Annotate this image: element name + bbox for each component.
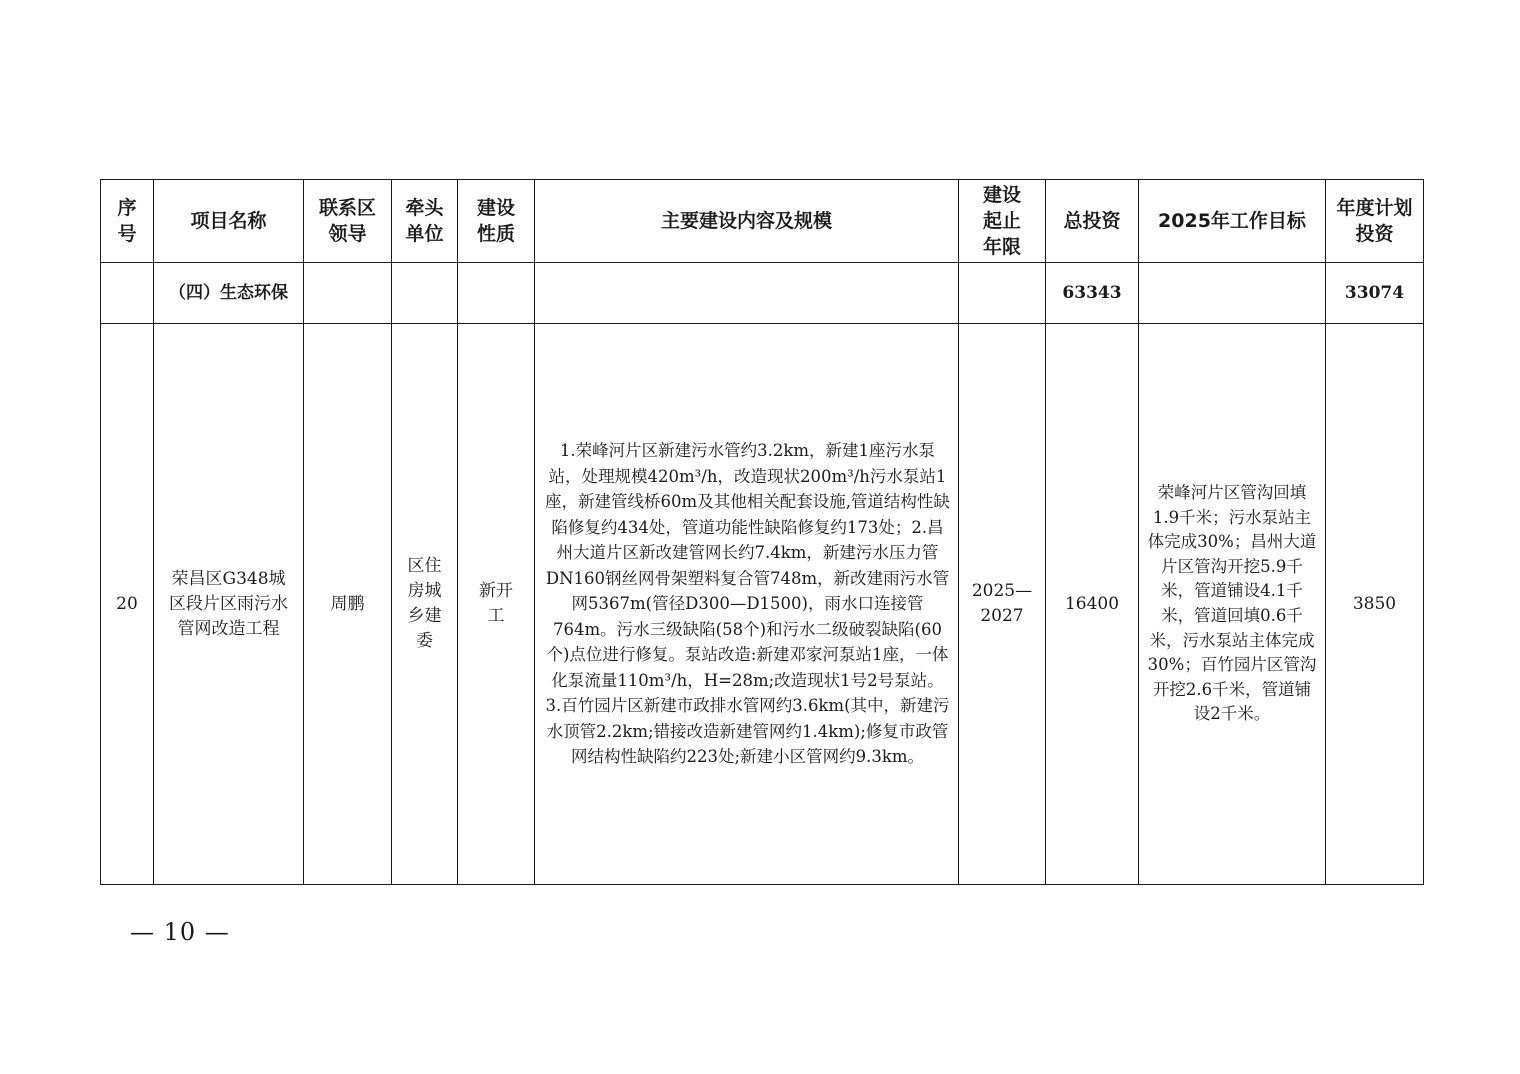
category-unit-cell: [392, 263, 458, 324]
table-row: [101, 324, 1424, 885]
header-goal: 2025年工作目标: [1139, 180, 1326, 263]
header-period: 建设起止年限: [959, 180, 1046, 263]
category-content-cell: [535, 263, 959, 324]
page-number: — 10 —: [130, 918, 230, 946]
category-annual-investment: 33074: [1326, 263, 1424, 324]
header-project-name: 项目名称: [154, 180, 304, 263]
row-leader: 周鹏: [304, 324, 392, 885]
row-annual-investment: 3850: [1326, 324, 1424, 885]
category-name: （四）生态环保: [154, 263, 304, 324]
project-table: [100, 179, 1424, 885]
category-total-investment: 63343: [1046, 263, 1139, 324]
row-lead-unit: 区住房城乡建委: [392, 324, 458, 885]
header-seq: 序号: [101, 180, 154, 263]
header-total-investment: 总投资: [1046, 180, 1139, 263]
category-seq-cell: [101, 263, 154, 324]
header-row: [101, 180, 1424, 263]
category-nature-cell: [458, 263, 535, 324]
category-leader-cell: [304, 263, 392, 324]
header-nature: 建设性质: [458, 180, 535, 263]
row-period: 2025—2027: [959, 324, 1046, 885]
category-goal-cell: [1139, 263, 1326, 324]
row-content: 1.荣峰河片区新建污水管约3.2km，新建1座污水泵站，处理规模420m³/h，改造现状200m³/h污水泵站1座，新建管线桥60m及其他相关配套设施,管道结构性缺陷修复约434处，管道功能性缺陷修复约173处；2.昌州大道片区新改建管网长约7.4km，新建污水压力管DN160钢丝网骨架塑料复合管748m，新改建雨污水管网5367m(管径D300—D1500)，雨水口连接管764m。污水三级缺陷(58个)和污水二级破裂缺陷(60个)点位进行修复。泵站改造:新建邓家河泵站1座，一体化泵流量110m³/h，H=28m;改造现状1号2号泵站。3.百竹园片区新建市政排水管网约3.6km(其中，新建污水顶管2.2km;错接改造新建管网约1.4km);修复市政管网结构性缺陷约223处;新建小区管网约9.3km。: [535, 324, 959, 885]
header-content: 主要建设内容及规模: [535, 180, 959, 263]
row-goal: 荣峰河片区管沟回填1.9千米；污水泵站主体完成30%；昌州大道片区管沟开挖5.9千米，管道铺设4.1千米，管道回填0.6千米，污水泵站主体完成30%；百竹园片区管沟开挖2.6千米，管道铺设2千米。: [1139, 324, 1326, 885]
row-total-investment: 16400: [1046, 324, 1139, 885]
header-lead-unit: 牵头单位: [392, 180, 458, 263]
header-annual-investment: 年度计划投资: [1326, 180, 1424, 263]
header-leader: 联系区领导: [304, 180, 392, 263]
row-seq: 20: [101, 324, 154, 885]
category-row: [101, 263, 1424, 324]
category-period-cell: [959, 263, 1046, 324]
row-project-name: 荣昌区G348城区段片区雨污水管网改造工程: [154, 324, 304, 885]
row-nature: 新开工: [458, 324, 535, 885]
